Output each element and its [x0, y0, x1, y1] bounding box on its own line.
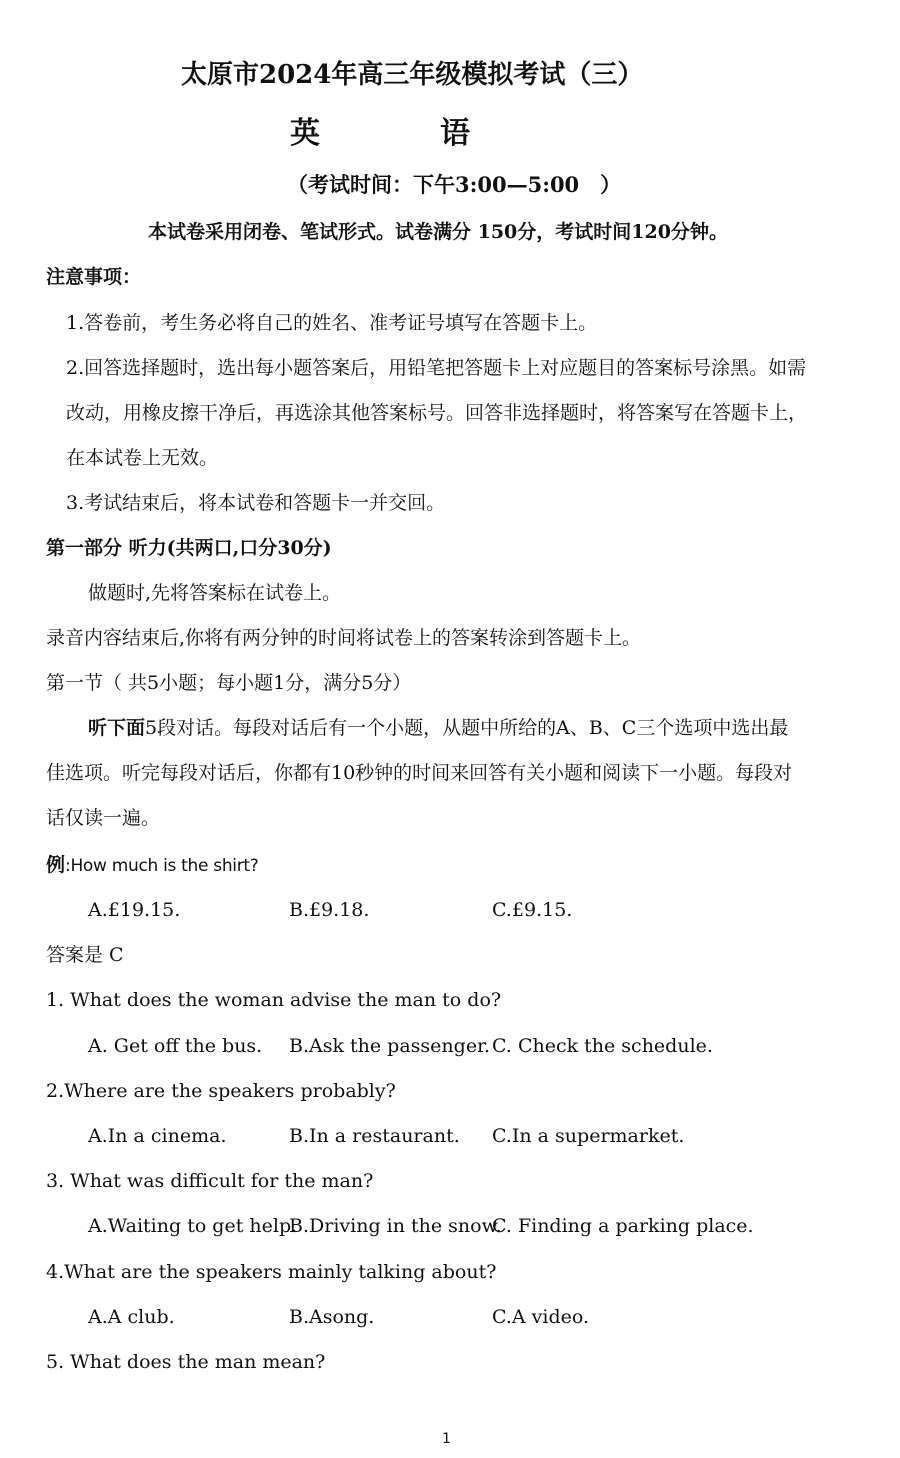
q4-option-a: A.A club. — [88, 1306, 175, 1328]
notes-heading: 注意事项： — [46, 266, 142, 288]
subject-char-2: 语 — [440, 116, 470, 151]
example-question-text: :How much is the shirt? — [65, 856, 259, 876]
para-bold-lead: 听下面 — [88, 717, 146, 739]
q3-option-c: C. Finding a parking place. — [492, 1215, 754, 1237]
question-2: 2.Where are the speakers probably? — [46, 1080, 396, 1102]
q1-option-c: C. Check the schedule. — [492, 1035, 713, 1057]
subject-heading — [290, 115, 470, 153]
part1-instruction-1: 做题时,先将答案标在试卷上。 — [88, 582, 342, 604]
q2-option-b: B.In a restaurant. — [289, 1125, 460, 1147]
section1-para-line-3: 话仅读一遍。 — [46, 807, 161, 829]
example-answer: 答案是 C — [46, 944, 124, 966]
part1-instruction-2: 录音内容结束后,你将有两分钟的时间将试卷上的答案转涂到答题卡上。 — [46, 627, 642, 649]
part1-heading: 第一部分 听力(共两口,口分30分) — [46, 537, 332, 559]
q4-option-c: C.A video. — [492, 1306, 590, 1328]
page-number: 1 — [442, 1431, 451, 1447]
exam-time: （考试时间：下午3:00—5:00 ） — [287, 172, 622, 197]
note-item-2-line-3: 在本试卷上无效。 — [66, 447, 219, 469]
note-item-2-line-2: 改动，用橡皮擦干净后，再选涂其他答案标号。回答非选择题时，将答案写在答题卡上， — [66, 402, 808, 424]
question-3: 3. What was difficult for the man? — [46, 1170, 374, 1192]
example-label: 例 — [46, 854, 66, 876]
subject-char-1: 英 — [290, 116, 320, 151]
example-question — [46, 852, 259, 879]
exam-intro: 本试卷采用闭卷、笔试形式。试卷满分 150分，考试时间120分钟。 — [148, 221, 728, 243]
example-option-b: B.£9.18. — [289, 899, 370, 921]
q2-option-c: C.In a supermarket. — [492, 1125, 685, 1147]
section1-para-line-2: 佳选项。听完每段对话后，你都有10秒钟的时间来回答有关小题和阅读下一小题。每段对 — [46, 762, 793, 784]
note-item-1: 1.答卷前，考生务必将自己的姓名、准考证号填写在答题卡上。 — [66, 312, 598, 334]
q2-option-a: A.In a cinema. — [88, 1125, 227, 1147]
example-option-a: A.£19.15. — [88, 899, 181, 921]
q3-option-b: B.Driving in the snow. — [289, 1215, 502, 1237]
note-item-2-line-1: 2.回答选择题时，选出每小题答案后，用铅笔把答题卡上对应题目的答案标号涂黑。如需 — [66, 357, 807, 379]
question-1: 1. What does the woman advise the man to do? — [46, 989, 502, 1011]
question-5: 5. What does the man mean? — [46, 1351, 326, 1373]
example-option-c: C.£9.15. — [492, 899, 573, 921]
q3-option-a: A.Waiting to get help. — [88, 1215, 298, 1237]
exam-title: 太原市2024年高三年级模拟考试（三） — [181, 60, 644, 90]
section1-heading: 第一节（ 共5小题；每小题1分，满分5分） — [46, 672, 412, 694]
q1-option-a: A. Get off the bus. — [88, 1035, 263, 1057]
note-item-3: 3.考试结束后，将本试卷和答题卡一并交回。 — [66, 492, 446, 514]
para-line-1-text: 5段对话。每段对话后有一个小题，从题中所给的A、B、C三个选项中选出最 — [145, 717, 789, 739]
question-4: 4.What are the speakers mainly talking about? — [46, 1261, 497, 1283]
q4-option-b: B.Asong. — [289, 1306, 375, 1328]
q1-option-b: B.Ask the passenger. — [289, 1035, 491, 1057]
section1-para-line-1 — [88, 715, 788, 741]
